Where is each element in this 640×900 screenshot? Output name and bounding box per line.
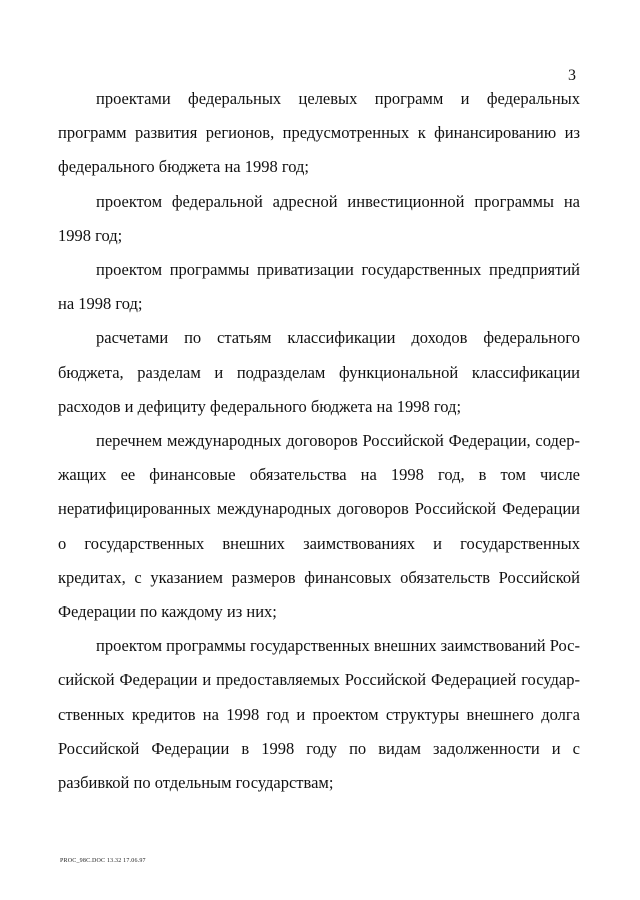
page-number: 3	[568, 67, 576, 84]
paragraph-budget-classification: расчетами по статьям классификации доходов федерального бюджета, разделам и подразделам функциональной классификации расходов и дефициту федерального бюджета на 1998 год;	[58, 328, 580, 416]
paragraph-investment-program: проектом федеральной адресной инвестиционной программы на 1998 год;	[58, 191, 580, 245]
paragraph-federal-programs: проектами федеральных целевых программ и федеральных программ развития регионов, предусмотренных к финансированию из федерального бюджета на 1998 год;	[58, 89, 580, 177]
document-body	[58, 82, 580, 800]
paragraph-international-treaties: перечнем международных договоров Российской Федерации, содержащих ее финансовые обязательства на 1998 год, в том числе нератифицированных международных договоров Российской Федерации о государственных внешних заимствованиях и государственных кредитах, с указанием размеров финансовых обязательств Российской Федерации по каждому из них;	[58, 431, 580, 622]
file-stamp-footer: PROC_98C.DOC 13.32 17.06.97	[60, 858, 146, 864]
paragraph-external-borrowings: проектом программы государственных внешних заимствований Российской Федерации и предоставляемых Российской Федерацией государственных кредитов на 1998 год и проектом структуры внешнего долга Российской Федерации в 1998 году по видам задолженности и с разбивкой по отдельным государствам;	[58, 636, 580, 793]
paragraph-privatization-program: проектом программы приватизации государственных предприятий на 1998 год;	[58, 260, 580, 314]
